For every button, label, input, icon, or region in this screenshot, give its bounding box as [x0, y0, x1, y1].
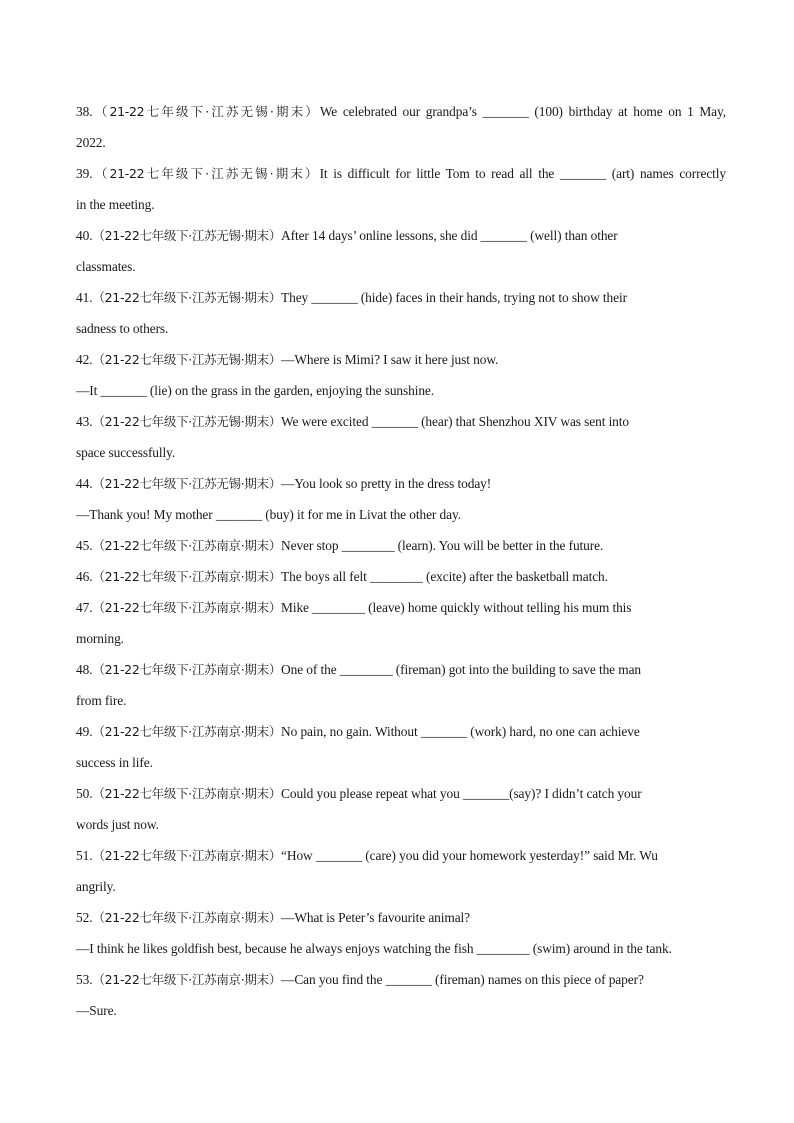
question-number: 41.	[76, 290, 93, 305]
question-45	[76, 535, 726, 566]
question-41	[76, 287, 726, 318]
question-text: —Can you find the _______ (fireman) names on this piece of paper?	[281, 972, 644, 987]
question-source: （21-22七年级下·江苏无锡·期末）	[92, 104, 320, 119]
question-48-continuation: from fire.	[76, 693, 127, 708]
question-text: It is difficult for little Tom to read all the _______ (art) names correctly	[319, 166, 726, 181]
question-text: We celebrated our grandpa’s _______ (100) birthday at home on 1 May,	[319, 104, 726, 119]
question-number: 53.	[76, 972, 93, 987]
question-source: （21-22七年级下·江苏南京·期末）	[92, 600, 282, 615]
question-source: （21-22七年级下·江苏南京·期末）	[92, 569, 282, 584]
question-46	[76, 566, 726, 597]
question-text: —What is Peter’s favourite animal?	[281, 910, 470, 925]
question-number: 43.	[76, 414, 93, 429]
question-text: —Where is Mimi? I saw it here just now.	[281, 352, 499, 367]
question-53-continuation: —Sure.	[76, 1003, 117, 1018]
question-text: Mike ________ (leave) home quickly without telling his mum this	[281, 600, 632, 615]
question-42	[76, 349, 726, 380]
question-number: 51.	[76, 848, 93, 863]
question-40-continuation: classmates.	[76, 259, 136, 274]
question-number: 44.	[76, 476, 93, 491]
question-52-continuation: —I think he likes goldfish best, because he always enjoys watching the fish ________ (swim) around in the tank.	[76, 941, 672, 956]
question-text: They _______ (hide) faces in their hands, trying not to show their	[281, 290, 627, 305]
question-text: No pain, no gain. Without _______ (work) hard, no one can achieve	[281, 724, 640, 739]
question-number: 42.	[76, 352, 93, 367]
question-49	[76, 721, 726, 752]
question-41-continuation: sadness to others.	[76, 321, 169, 336]
question-number: 38.	[76, 104, 93, 119]
question-number: 45.	[76, 538, 93, 553]
question-number: 49.	[76, 724, 93, 739]
question-47	[76, 597, 726, 628]
question-42-continuation: —It _______ (lie) on the grass in the garden, enjoying the sunshine.	[76, 383, 435, 398]
question-text: The boys all felt ________ (excite) after the basketball match.	[281, 569, 608, 584]
question-52	[76, 907, 726, 938]
question-47-continuation: morning.	[76, 631, 124, 646]
question-48	[76, 659, 726, 690]
question-53	[76, 969, 726, 1000]
question-list	[76, 101, 726, 1031]
question-source: （21-22七年级下·江苏无锡·期末）	[92, 476, 282, 491]
question-source: （21-22七年级下·江苏无锡·期末）	[92, 414, 282, 429]
question-51-continuation: angrily.	[76, 879, 116, 894]
question-number: 52.	[76, 910, 93, 925]
question-source: （21-22七年级下·江苏无锡·期末）	[92, 228, 282, 243]
question-text: We were excited _______ (hear) that Shenzhou XIV was sent into	[281, 414, 629, 429]
question-51	[76, 845, 726, 876]
question-39-continuation: in the meeting.	[76, 197, 155, 212]
question-50	[76, 783, 726, 814]
question-50-continuation: words just now.	[76, 817, 159, 832]
question-text: Could you please repeat what you _______(say)? I didn’t catch your	[281, 786, 642, 801]
question-number: 39.	[76, 166, 93, 181]
question-source: （21-22七年级下·江苏南京·期末）	[92, 910, 282, 925]
question-number: 48.	[76, 662, 93, 677]
question-43-continuation: space successfully.	[76, 445, 176, 460]
question-text: One of the ________ (fireman) got into the building to save the man	[281, 662, 642, 677]
question-source: （21-22七年级下·江苏无锡·期末）	[92, 290, 282, 305]
question-source: （21-22七年级下·江苏南京·期末）	[92, 538, 282, 553]
question-49-continuation: success in life.	[76, 755, 153, 770]
question-40	[76, 225, 726, 256]
question-source: （21-22七年级下·江苏南京·期末）	[92, 662, 282, 677]
question-source: （21-22七年级下·江苏南京·期末）	[92, 848, 282, 863]
question-source: （21-22七年级下·江苏无锡·期末）	[92, 352, 282, 367]
question-38	[76, 101, 726, 132]
question-source: （21-22七年级下·江苏南京·期末）	[92, 786, 282, 801]
question-source: （21-22七年级下·江苏南京·期末）	[92, 972, 282, 987]
question-44	[76, 473, 726, 504]
question-44-continuation: —Thank you! My mother _______ (buy) it for me in Livat the other day.	[76, 507, 461, 522]
question-number: 50.	[76, 786, 93, 801]
question-source: （21-22七年级下·江苏南京·期末）	[92, 724, 282, 739]
question-text: “How _______ (care) you did your homework yesterday!” said Mr. Wu	[281, 848, 658, 863]
question-text: After 14 days’ online lessons, she did _______ (well) than other	[281, 228, 618, 243]
question-number: 40.	[76, 228, 93, 243]
question-number: 47.	[76, 600, 93, 615]
question-text: —You look so pretty in the dress today!	[281, 476, 492, 491]
question-43	[76, 411, 726, 442]
question-source: （21-22七年级下·江苏无锡·期末）	[92, 166, 320, 181]
question-39	[76, 163, 726, 194]
question-number: 46.	[76, 569, 93, 584]
question-text: Never stop ________ (learn). You will be better in the future.	[281, 538, 604, 553]
question-38-continuation: 2022.	[76, 135, 106, 150]
